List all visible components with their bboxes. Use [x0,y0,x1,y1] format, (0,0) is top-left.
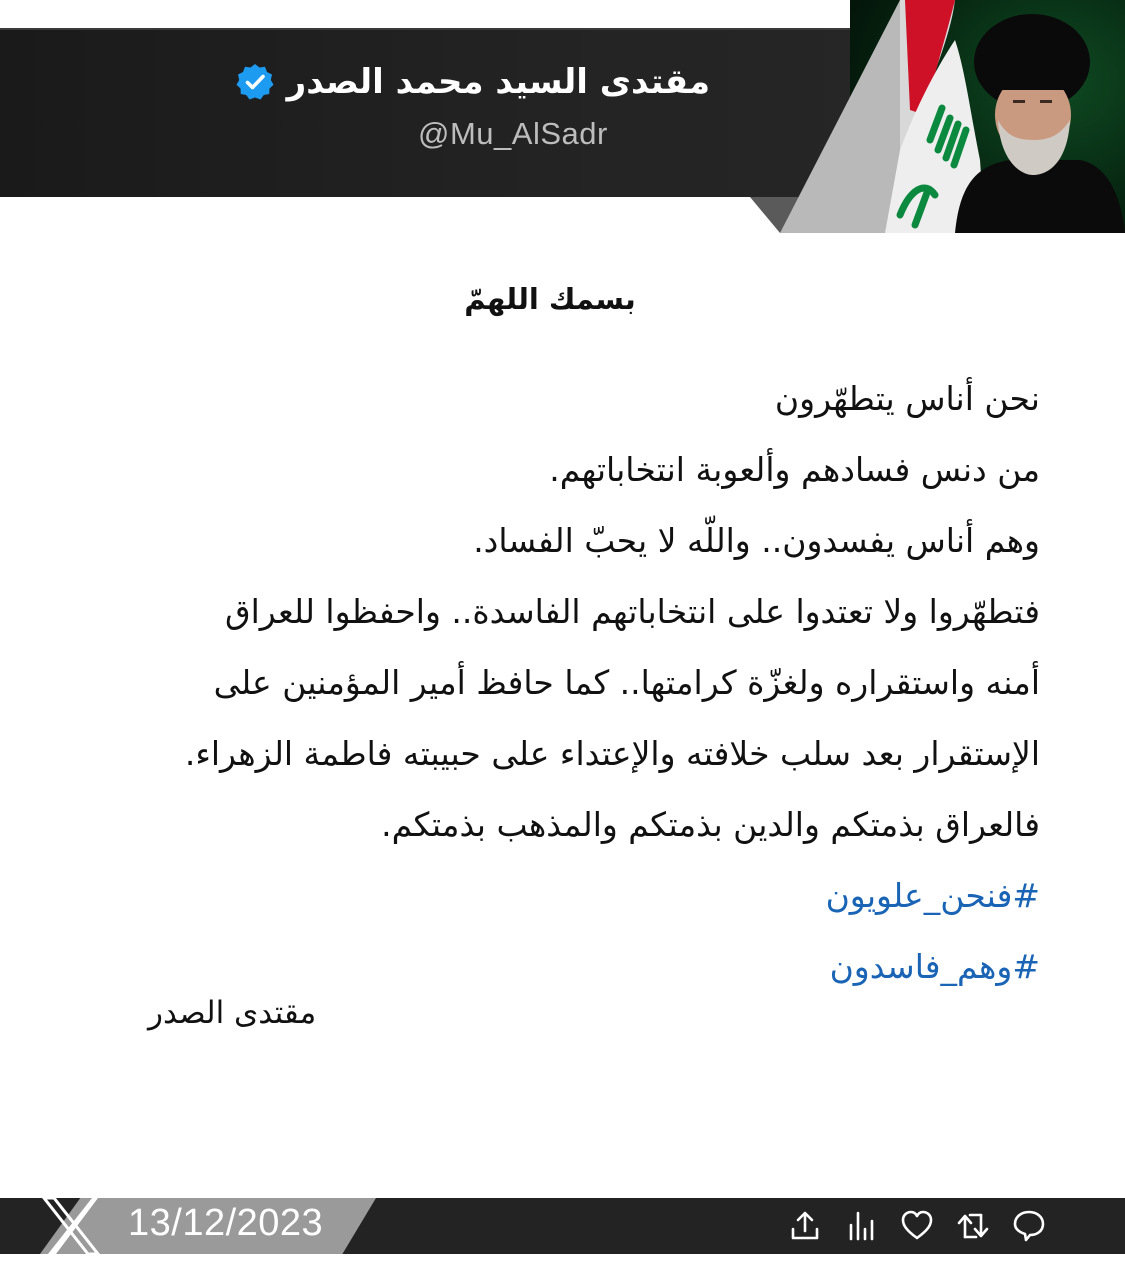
hashtag-link[interactable]: #وهم_فاسدون [829,947,1040,986]
repost-icon [956,1209,990,1243]
post-line: فتطهّروا ولا تعتدوا على انتخاباتهم الفاسدة.. واحفظوا للعراق [225,592,1040,631]
post-signature: مقتدى الصدر [148,995,317,1031]
like-button[interactable] [899,1208,935,1244]
post-date: 13/12/2023 [128,1202,324,1244]
post-opening: بسمك اللهمّ [464,282,636,316]
reply-icon [1012,1209,1046,1243]
analytics-icon [844,1209,878,1243]
post-line: فالعراق بذمتكم والدين بذمتكم والمذهب بذمتكم. [381,805,1040,844]
hashtag-link[interactable]: #فنحن_علويون [825,876,1040,915]
verified-badge-icon [235,62,275,102]
display-name[interactable]: مقتدى السيد محمد الصدر [286,62,710,102]
x-logo-icon[interactable] [40,1198,102,1254]
post-actions [787,1208,1047,1244]
post-line: من دنس فسادهم وألعوبة انتخاباتهم. [549,450,1040,489]
user-handle[interactable]: @Mu_AlSadr [418,116,608,151]
profile-photo [750,0,1125,233]
profile-name-row [235,62,710,102]
post-line: الإستقرار بعد سلب خلافته والإعتداء على حبيبته فاطمة الزهراء. [184,734,1040,773]
post-line: وهم أناس يفسدون.. واللّه لا يحبّ الفساد. [473,521,1040,560]
post-text [65,363,1040,1002]
views-button[interactable] [843,1208,879,1244]
heart-icon [900,1209,934,1243]
repost-button[interactable] [955,1208,991,1244]
reply-button[interactable] [1011,1208,1047,1244]
post-line: نحن أناس يتطهّرون [774,379,1040,418]
post-footer-bar [0,1198,1125,1254]
post-line: أمنه واستقراره ولغزّة كرامتها.. كما حافظ أمير المؤمنين على [213,663,1040,702]
share-icon [788,1209,822,1243]
share-button[interactable] [787,1208,823,1244]
